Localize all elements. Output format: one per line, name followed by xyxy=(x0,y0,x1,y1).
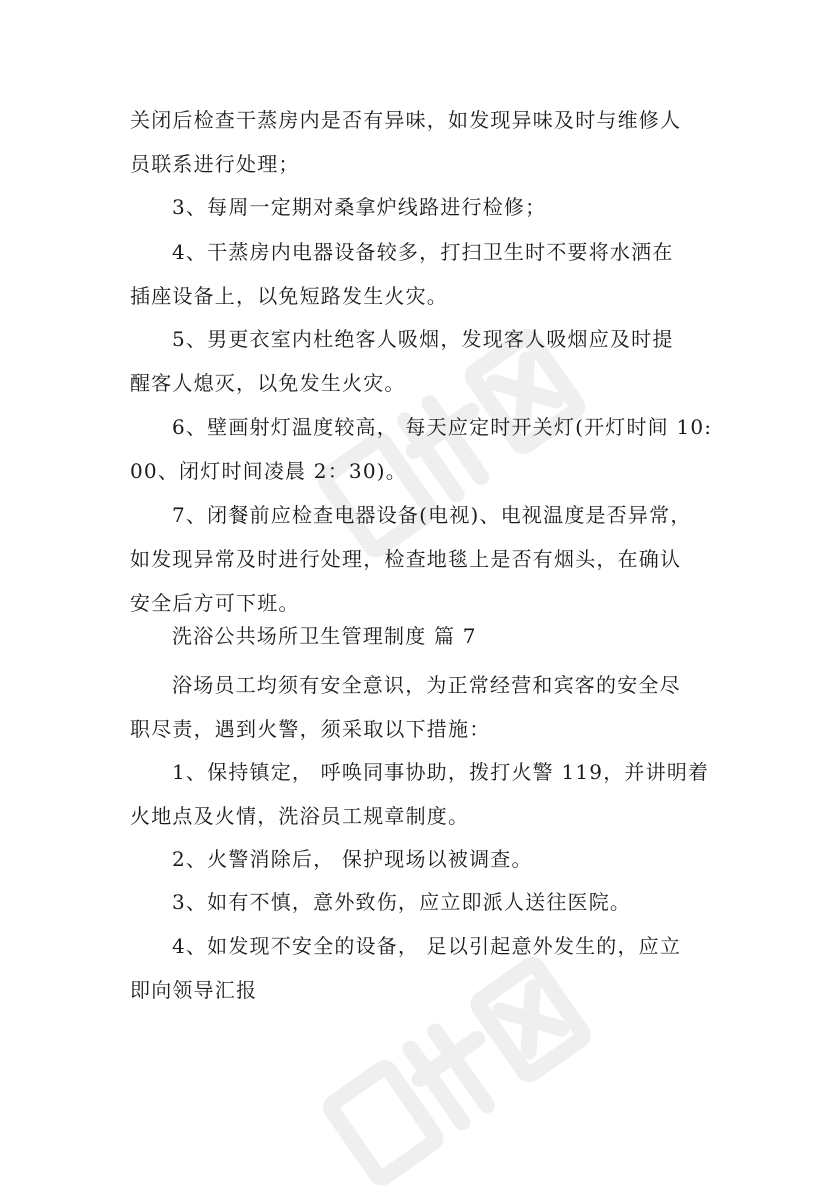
paragraph-line: 4、如发现不安全的设备， 足以引起意外发生的，应立 xyxy=(172,934,682,958)
paragraph-line: 3、如有不慎，意外致伤，应立即派人送往医院。 xyxy=(172,890,632,914)
paragraph-line: 职尽责，遇到火警，须采取以下措施： xyxy=(130,717,491,741)
paragraph-line: 安全后方可下班。 xyxy=(130,591,300,615)
watermark-logo xyxy=(260,260,640,640)
paragraph-line: 2、火警消除后， 保护现场以被调查。 xyxy=(172,847,533,871)
paragraph-line: 1、保持镇定， 呼唤同事协助，拨打火警 119，并讲明着 xyxy=(172,760,710,784)
paragraph-line: 员联系进行处理； xyxy=(130,152,300,176)
paragraph-line: 4、干蒸房内电器设备较多，打扫卫生时不要将水洒在 xyxy=(172,240,674,264)
paragraph-line: 5、男更衣室内杜绝客人吸烟，发现客人吸烟应及时提 xyxy=(172,327,674,351)
section-heading: 洗浴公共场所卫生管理制度 篇 7 xyxy=(172,624,477,648)
paragraph-line: 即向领导汇报 xyxy=(130,978,258,1002)
paragraph-line: 6、壁画射灯温度较高， 每天应定时开关灯(开灯时间 10: xyxy=(172,415,713,439)
watermark-logo-bottom xyxy=(260,940,640,1200)
paragraph-line: 3、每周一定期对桑拿炉线路进行检修； xyxy=(172,195,547,219)
paragraph-line: 00、闭灯时间凌晨 2：30)。 xyxy=(130,459,407,483)
paragraph-line: 醒客人熄灭，以免发生火灾。 xyxy=(130,371,406,395)
paragraph-line: 7、闭餐前应检查电器设备(电视)、电视温度是否异常， xyxy=(172,503,692,527)
paragraph-line: 浴场员工均须有安全意识，为正常经营和宾客的安全尽 xyxy=(172,673,681,697)
paragraph-line: 如发现异常及时进行处理，检查地毯上是否有烟头，在确认 xyxy=(130,547,682,571)
paragraph-line: 关闭后检查干蒸房内是否有异味，如发现异味及时与维修人 xyxy=(130,108,682,132)
paragraph-line: 火地点及火情，洗浴员工规章制度。 xyxy=(130,804,470,828)
paragraph-line: 插座设备上，以免短路发生火灾。 xyxy=(130,284,448,308)
